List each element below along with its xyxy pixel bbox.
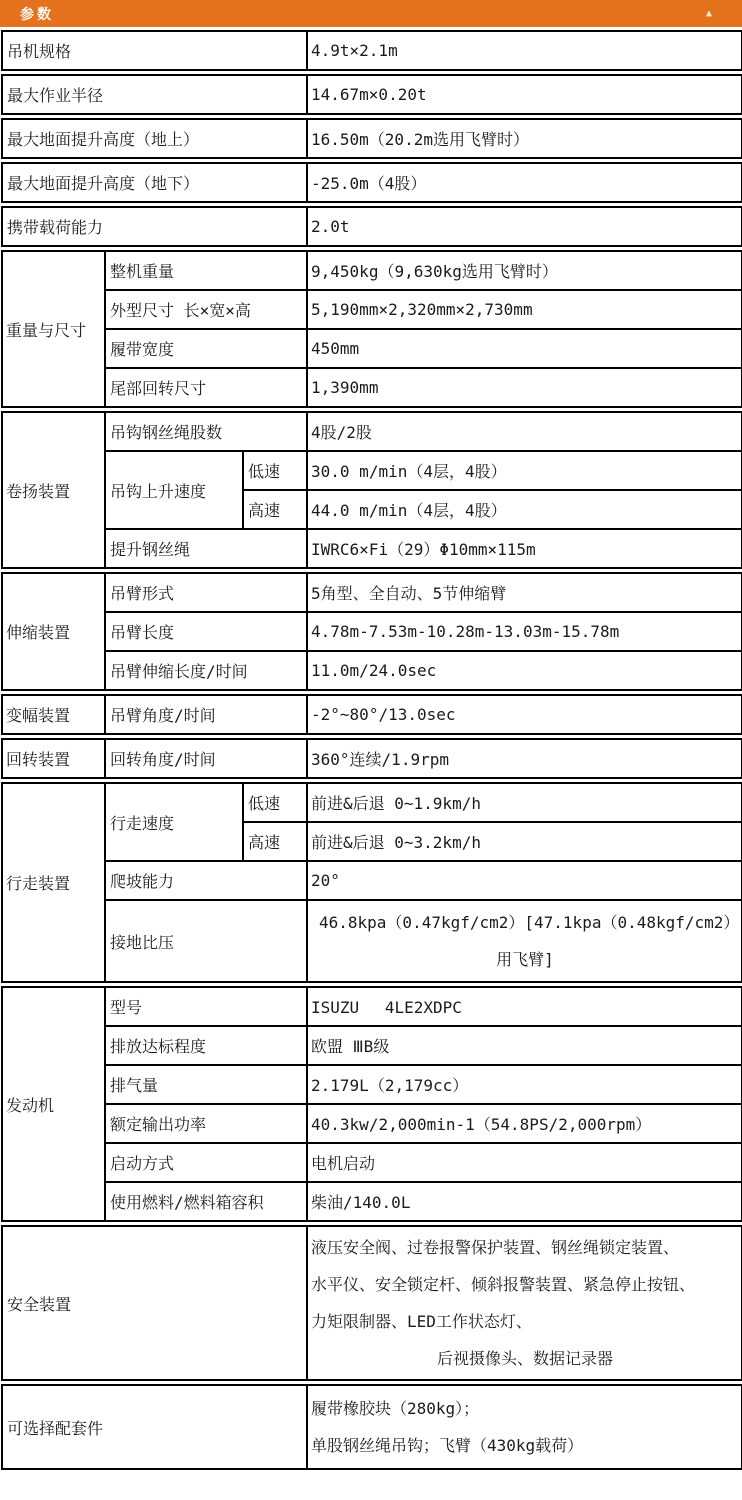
spec-value-cell: 4.78m-7.53m-10.28m-13.03m-15.78m	[307, 612, 742, 651]
spec-value-cell: -25.0m（4股）	[307, 163, 742, 202]
spec-label-cell: 尾部回转尺寸	[105, 368, 307, 407]
spec-group-cell: 变幅装置	[2, 695, 105, 734]
spec-label-cell: 行走速度	[105, 783, 243, 861]
spec-row-crane-spec	[1, 30, 742, 71]
section-optional	[1, 1384, 742, 1470]
spec-label-cell: 提升钢丝绳	[105, 529, 307, 568]
spec-label-cell: 吊臂形式	[105, 573, 307, 612]
spec-value-cell: 5,190mm×2,320mm×2,730mm	[307, 290, 742, 329]
safety-line-3: 力矩限制器、LED工作状态灯、	[311, 1312, 532, 1331]
spec-label-cell: 可选择配套件	[2, 1385, 307, 1469]
spec-label-cell: 吊臂长度	[105, 612, 307, 651]
spec-group-cell: 卷扬装置	[2, 412, 105, 568]
speed-tier-cell: 高速	[243, 822, 307, 861]
spec-label-cell: 安全装置	[2, 1226, 307, 1380]
spec-value-cell: 2.0t	[307, 207, 742, 246]
spec-label-cell: 回转角度/时间	[105, 739, 307, 778]
spec-value-cell: 11.0m/24.0sec	[307, 651, 742, 690]
section-weight-dimensions	[1, 250, 742, 408]
section-travel	[1, 782, 742, 983]
spec-label-cell: 整机重量	[105, 251, 307, 290]
spec-label-cell: 启动方式	[105, 1143, 307, 1182]
section-slewing	[1, 738, 742, 779]
spec-value-cell: IWRC6×Fi（29）Φ10mm×115m	[307, 529, 742, 568]
collapse-arrow-icon[interactable]: ▲	[705, 7, 712, 19]
spec-label-cell: 型号	[105, 987, 307, 1026]
spec-value-cell: 40.3kw/2,000min-1（54.8PS/2,000rpm）	[307, 1104, 742, 1143]
speed-tier-cell: 低速	[243, 783, 307, 822]
spec-value-cell	[307, 1226, 742, 1380]
ground-pressure-line-2: 用飞臂]	[496, 950, 554, 969]
spec-value-cell: 20°	[307, 861, 742, 900]
speed-tier-cell: 高速	[243, 490, 307, 529]
spec-value-cell: -2°~80°/13.0sec	[307, 695, 742, 734]
parameters-title: 参数	[20, 6, 54, 23]
spec-row-max-lift-below	[1, 162, 742, 203]
spec-label-cell: 履带宽度	[105, 329, 307, 368]
spec-label-cell: 最大地面提升高度（地下）	[2, 163, 307, 202]
spec-label-cell: 携带载荷能力	[2, 207, 307, 246]
spec-label-cell: 吊钩上升速度	[105, 451, 243, 529]
spec-value-cell: 14.67m×0.20t	[307, 75, 742, 114]
spec-row-max-lift-above	[1, 118, 742, 159]
spec-value-cell: 前进&后退 0~3.2km/h	[307, 822, 742, 861]
spec-value-cell: 450mm	[307, 329, 742, 368]
spec-label-cell: 吊臂伸缩长度/时间	[105, 651, 307, 690]
spec-value-cell: 5角型、全自动、5节伸缩臂	[307, 573, 742, 612]
speed-tier-cell: 低速	[243, 451, 307, 490]
section-winch	[1, 411, 742, 569]
section-engine	[1, 986, 742, 1222]
section-safety	[1, 1225, 742, 1381]
spec-value-cell: 欧盟 ⅢB级	[307, 1026, 742, 1065]
spec-group-cell: 重量与尺寸	[2, 251, 105, 407]
spec-label-cell: 吊机规格	[2, 31, 307, 70]
spec-value-cell: 44.0 m/min（4层，4股）	[307, 490, 742, 529]
ground-pressure-line-1: 46.8kpa（0.47kgf/cm2）[47.1kpa（0.48kgf/cm2）	[319, 913, 740, 932]
spec-value-cell	[307, 900, 742, 982]
spec-row-carry-capacity	[1, 206, 742, 247]
spec-label-cell: 排气量	[105, 1065, 307, 1104]
spec-value-cell: 4.9t×2.1m	[307, 31, 742, 70]
spec-group-cell: 行走装置	[2, 783, 105, 982]
spec-row-max-radius	[1, 74, 742, 115]
safety-line-4: 后视摄像头、数据记录器	[436, 1349, 613, 1368]
spec-label-cell: 外型尺寸 长×宽×高	[105, 290, 307, 329]
optional-line-1: 履带橡胶块（280kg）；	[311, 1399, 480, 1418]
spec-group-cell: 回转装置	[2, 739, 105, 778]
section-telescopic	[1, 572, 742, 691]
spec-value-cell: 1,390mm	[307, 368, 742, 407]
spec-group-cell: 伸缩装置	[2, 573, 105, 690]
spec-label-cell: 爬坡能力	[105, 861, 307, 900]
spec-value-cell: 2.179L（2,179cc）	[307, 1065, 742, 1104]
spec-label-cell: 最大作业半径	[2, 75, 307, 114]
spec-value-cell: ISUZU 4LE2XDPC	[307, 987, 742, 1026]
spec-value-cell: 9,450kg（9,630kg选用飞臂时）	[307, 251, 742, 290]
spec-label-cell: 接地比压	[105, 900, 307, 982]
spec-label-cell: 额定输出功率	[105, 1104, 307, 1143]
spec-label-cell: 吊钩钢丝绳股数	[105, 412, 307, 451]
spec-value-cell: 前进&后退 0~1.9km/h	[307, 783, 742, 822]
spec-value-cell: 16.50m（20.2m选用飞臂时）	[307, 119, 742, 158]
safety-line-2: 水平仪、安全锁定杆、倾斜报警装置、紧急停止按钮、	[311, 1275, 696, 1294]
spec-value-cell: 30.0 m/min（4层，4股）	[307, 451, 742, 490]
spec-value-cell: 360°连续/1.9rpm	[307, 739, 742, 778]
spec-group-cell: 发动机	[2, 987, 105, 1221]
section-luffing	[1, 694, 742, 735]
optional-line-2: 单股钢丝绳吊钩；飞臂（430kg载荷）	[311, 1436, 584, 1455]
spec-value-cell: 4股/2股	[307, 412, 742, 451]
spec-value-cell	[307, 1385, 742, 1469]
spec-value-cell: 柴油/140.0L	[307, 1182, 742, 1221]
safety-line-1: 液压安全阀、过卷报警保护装置、钢丝绳锁定装置、	[311, 1238, 680, 1257]
spec-label-cell: 最大地面提升高度（地上）	[2, 119, 307, 158]
spec-value-cell: 电机启动	[307, 1143, 742, 1182]
spec-label-cell: 使用燃料/燃料箱容积	[105, 1182, 307, 1221]
spec-label-cell: 吊臂角度/时间	[105, 695, 307, 734]
parameters-accordion-header[interactable]	[0, 0, 742, 27]
spec-label-cell: 排放达标程度	[105, 1026, 307, 1065]
